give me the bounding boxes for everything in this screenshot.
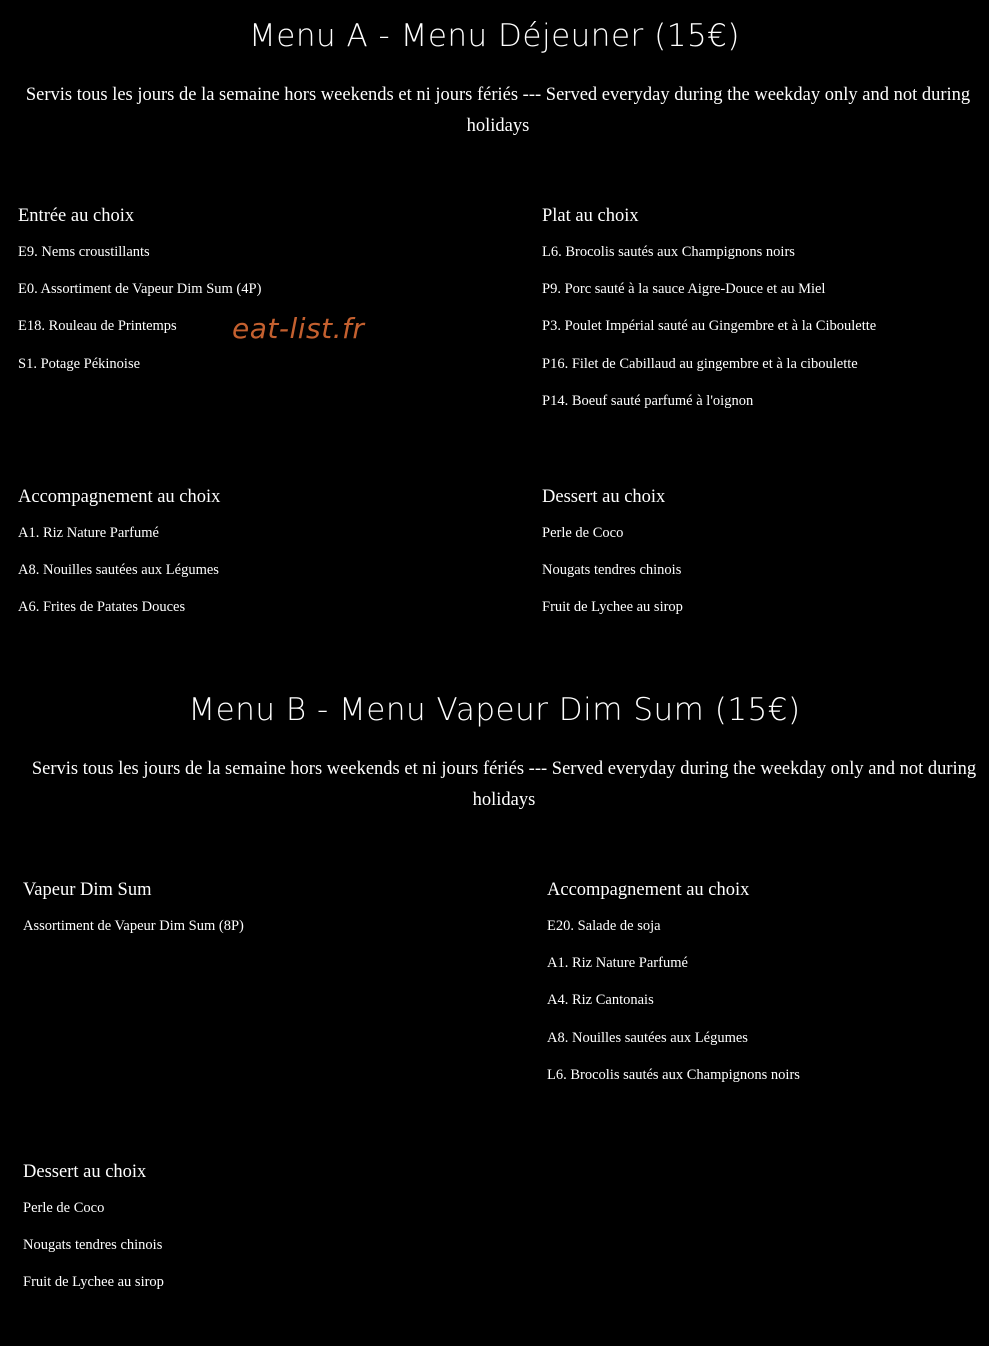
list-item: L6. Brocolis sautés aux Champignons noirs bbox=[542, 244, 795, 260]
list-item: Nougats tendres chinois bbox=[23, 1237, 163, 1254]
list-item: A4. Riz Cantonais bbox=[547, 992, 654, 1009]
menu-a-section-dessert bbox=[542, 485, 683, 635]
list-item: P3. Poulet Impérial sauté au Gingembre et à la Ciboulette bbox=[542, 318, 877, 335]
menu-a-title: Menu A - Menu Déjeuner (15€) bbox=[249, 18, 740, 54]
menu-a-section-entree bbox=[18, 204, 261, 391]
menu-b-subtitle: Servis tous les jours de la semaine hors weekends et ni jours fériés --- Served everyday during the weekday only and not during holidays bbox=[31, 759, 977, 810]
list-item: Perle de Coco bbox=[23, 1200, 105, 1216]
list-item: E9. Nems croustillants bbox=[18, 244, 150, 260]
menu-b-section-dim-sum bbox=[23, 878, 244, 953]
menu-a-section-plat bbox=[542, 204, 876, 428]
list-item: E20. Salade de soja bbox=[547, 918, 661, 934]
list-item: P9. Porc sauté à la sauce Aigre-Douce et au Miel bbox=[542, 281, 826, 298]
list-item: Fruit de Lychee au sirop bbox=[542, 599, 683, 616]
list-item: S1. Potage Pékinoise bbox=[18, 355, 141, 372]
section-heading: Entrée au choix bbox=[18, 206, 135, 226]
list-item: L6. Brocolis sautés aux Champignons noirs bbox=[547, 1066, 800, 1083]
section-heading: Accompagnement au choix bbox=[18, 487, 221, 507]
section-heading: Dessert au choix bbox=[23, 1162, 147, 1182]
list-item: P14. Boeuf sauté parfumé à l'oignon bbox=[542, 392, 754, 409]
menu-a-subtitle: Servis tous les jours de la semaine hors weekends et ni jours fériés --- Served everyday during the weekday only and not during holidays bbox=[25, 85, 971, 136]
section-heading: Plat au choix bbox=[542, 206, 639, 226]
section-heading: Accompagnement au choix bbox=[547, 880, 750, 900]
list-item: Nougats tendres chinois bbox=[542, 562, 682, 579]
menu-b-title: Menu B - Menu Vapeur Dim Sum (15€) bbox=[188, 692, 801, 728]
section-heading: Vapeur Dim Sum bbox=[23, 880, 152, 900]
watermark-text: eat-list.fr bbox=[232, 312, 365, 345]
list-item: Assortiment de Vapeur Dim Sum (8P) bbox=[23, 918, 244, 934]
list-item: A1. Riz Nature Parfumé bbox=[18, 525, 159, 541]
list-item: E0. Assortiment de Vapeur Dim Sum (4P) bbox=[18, 281, 262, 298]
menu-b-section-accompagnement bbox=[547, 878, 800, 1102]
list-item: E18. Rouleau de Printemps bbox=[18, 318, 177, 335]
section-heading: Dessert au choix bbox=[542, 487, 666, 507]
list-item: A8. Nouilles sautées aux Légumes bbox=[547, 1029, 748, 1046]
list-item: A6. Frites de Patates Douces bbox=[18, 599, 186, 616]
list-item: Perle de Coco bbox=[542, 525, 624, 541]
list-item: A8. Nouilles sautées aux Légumes bbox=[18, 562, 219, 579]
list-item: Fruit de Lychee au sirop bbox=[23, 1274, 164, 1291]
menu-a-section-accompagnement bbox=[18, 485, 220, 635]
list-item: A1. Riz Nature Parfumé bbox=[547, 955, 688, 972]
menu-b-section-dessert bbox=[23, 1160, 164, 1310]
list-item: P16. Filet de Cabillaud au gingembre et à la ciboulette bbox=[542, 355, 858, 372]
